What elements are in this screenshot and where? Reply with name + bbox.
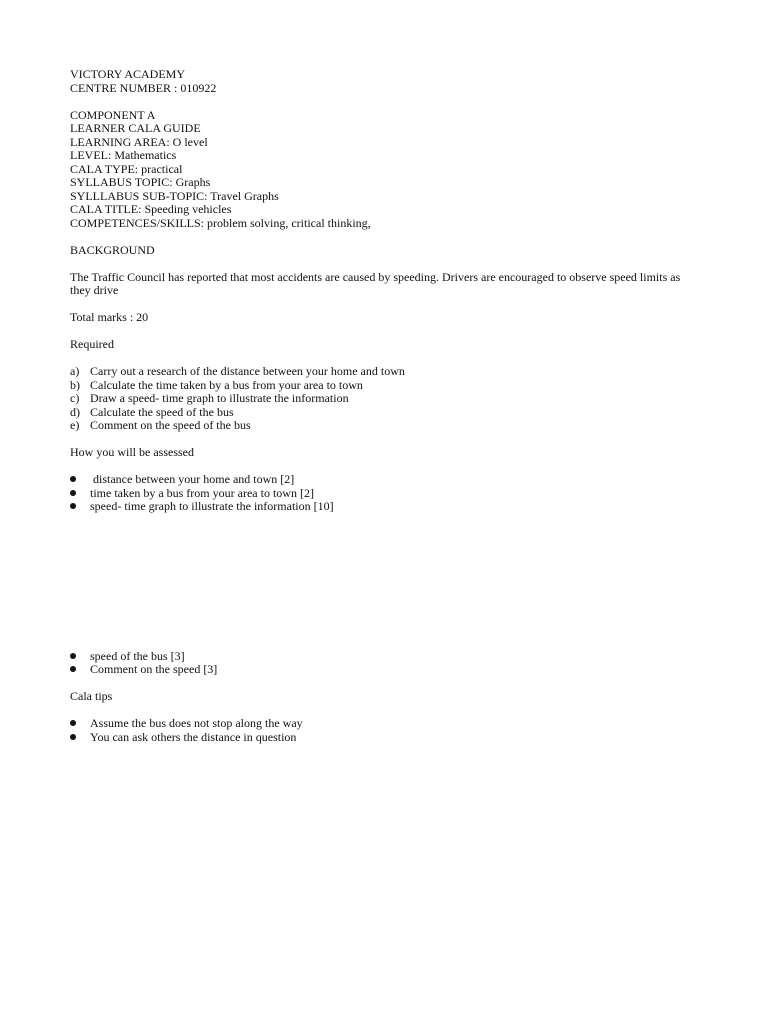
bullet-icon <box>70 734 76 740</box>
list-marker: a) <box>70 364 80 378</box>
list-item <box>70 379 720 393</box>
cala-type: CALA TYPE: practical <box>70 161 183 176</box>
required-heading: Required <box>70 337 114 351</box>
total-marks: Total marks : 20 <box>70 310 149 324</box>
list-item <box>70 717 720 731</box>
list-item <box>70 487 720 501</box>
list-item <box>70 392 720 406</box>
required-list <box>70 365 720 433</box>
list-item <box>70 473 720 487</box>
cala-title: CALA TITLE: Speeding vehicles <box>70 202 232 216</box>
list-item-text: time taken by a bus from your area to town [2] <box>90 485 314 500</box>
list-item-text: speed of the bus [3] <box>90 648 185 663</box>
list-item-text: Comment on the speed of the bus <box>90 418 251 432</box>
bullet-icon <box>70 720 76 726</box>
bullet-icon <box>70 653 76 659</box>
list-item-text: Calculate the time taken by a bus from your area to town <box>90 377 363 392</box>
list-item-text: You can ask others the distance in question <box>90 729 297 744</box>
assessment-list <box>70 473 720 514</box>
bullet-icon <box>70 476 76 482</box>
list-item <box>70 663 720 677</box>
tips-list <box>70 717 720 744</box>
list-item-text: distance between your home and town [2] <box>90 472 295 486</box>
bullet-icon <box>70 503 76 509</box>
level: LEVEL: Mathematics <box>70 148 177 162</box>
list-item <box>70 365 720 379</box>
learning-area: LEARNING AREA: O level <box>70 134 208 149</box>
list-item <box>70 731 720 745</box>
list-item-text: speed- time graph to illustrate the information [10] <box>90 499 334 513</box>
guide-title: LEARNER CALA GUIDE <box>70 121 201 135</box>
centre-number: CENTRE NUMBER : 010922 <box>70 80 217 95</box>
list-item <box>70 500 720 514</box>
list-item <box>70 419 720 433</box>
background-text: The Traffic Council has reported that most accidents are caused by speeding. Drivers are encouraged to observe speed limits as they drive <box>70 269 681 297</box>
component: COMPONENT A <box>70 107 156 122</box>
list-item-text: Assume the bus does not stop along the way <box>90 716 303 730</box>
blank-space <box>70 514 720 650</box>
bullet-icon <box>70 490 76 496</box>
list-item <box>70 406 720 420</box>
list-marker: b) <box>70 377 80 392</box>
assessment-heading: How you will be assessed <box>70 445 194 459</box>
list-item-text: Calculate the speed of the bus <box>90 404 234 419</box>
document-page <box>70 68 720 744</box>
list-item-text: Carry out a research of the distance between your home and town <box>90 364 405 378</box>
list-item-text: Draw a speed- time graph to illustrate the information <box>90 391 349 405</box>
school-name: VICTORY ACADEMY <box>70 67 186 81</box>
bullet-icon <box>70 666 76 672</box>
syllabus-subtopic: SYLLLABUS SUB-TOPIC: Travel Graphs <box>70 188 279 203</box>
background-heading: BACKGROUND <box>70 242 155 257</box>
list-marker: d) <box>70 404 80 419</box>
list-item-text: Comment on the speed [3] <box>90 662 218 676</box>
competences: COMPETENCES/SKILLS: problem solving, critical thinking, <box>70 215 371 230</box>
syllabus-topic: SYLLABUS TOPIC: Graphs <box>70 175 211 189</box>
list-marker: c) <box>70 391 80 405</box>
list-marker: e) <box>70 418 80 432</box>
assessment-list-continued <box>70 650 720 677</box>
list-item <box>70 650 720 664</box>
tips-heading: Cala tips <box>70 689 113 703</box>
